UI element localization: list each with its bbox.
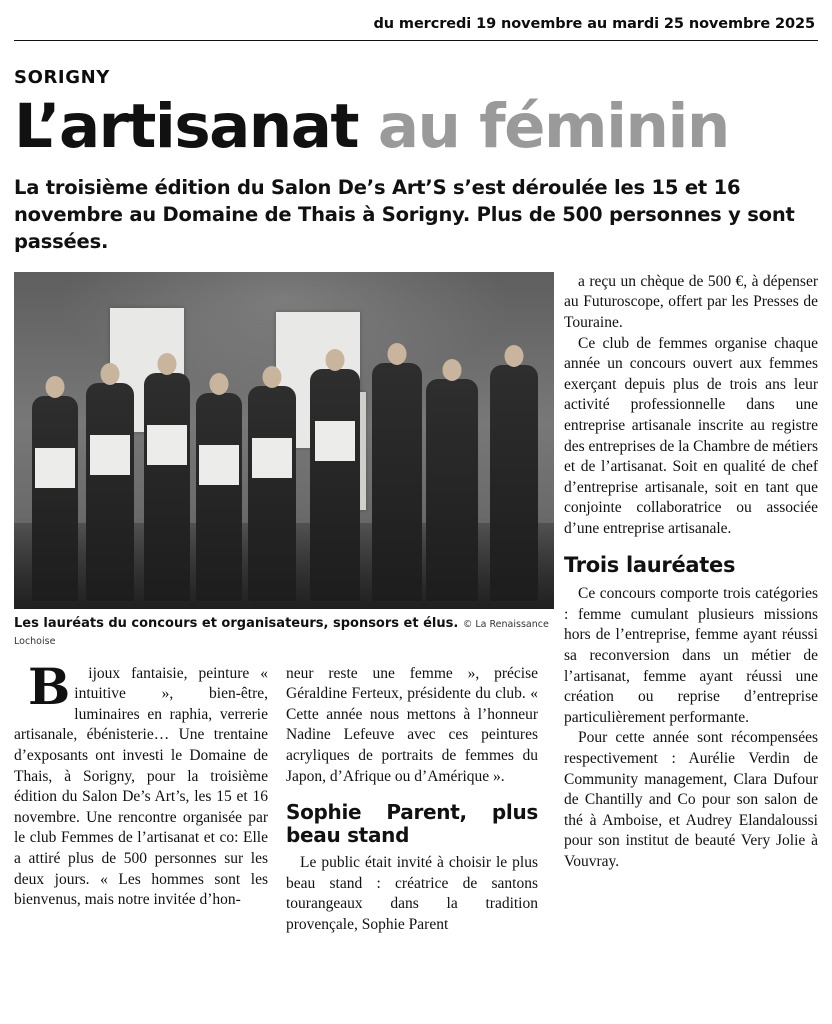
standfirst: La troisième édition du Salon De’s Art’S s’est déroulée les 15 et 16 novembre au Domaine de Thais à Sorigny. Plus de 500 personnes y sont passées. <box>14 176 795 253</box>
section-label: SORIGNY <box>14 67 110 88</box>
photo-person <box>32 396 78 601</box>
article-photo <box>14 272 554 609</box>
article-body <box>14 272 818 936</box>
photo-block <box>14 272 554 650</box>
photo-person-head <box>263 366 282 388</box>
paragraph: Le public était invité à choisir le plus beau stand : créatrice de santons tourangeaux dans la tradition provençale, Sophie Parent <box>286 853 538 933</box>
paragraph: Ce concours comporte trois catégories : femme cumulant plusieurs missions hors de l’entreprise, femme ayant réussi sa reconversion dans un métier de l’artisanat, femme ayant réussi une création ou reprise d’entreprise particulièrement performante. <box>564 585 818 726</box>
photo-person <box>310 369 360 601</box>
photo-person-head <box>101 363 120 385</box>
photo-certificate <box>315 421 355 461</box>
headline-part-2: au féminin <box>377 91 729 162</box>
page-title <box>14 91 818 162</box>
photo-person-head <box>443 359 462 381</box>
paragraph: a reçu un chèque de 500 €, à dépenser au Futuroscope, offert par les Presses de Touraine. <box>564 272 818 331</box>
photo-person-head <box>210 373 229 395</box>
photo-person <box>248 386 296 601</box>
photo-certificate <box>90 435 130 475</box>
photo-person <box>372 363 422 601</box>
photo-person <box>426 379 478 601</box>
photo-person-head <box>326 349 345 371</box>
photo-certificate <box>252 438 292 478</box>
subheading-trois-laureates: Trois lauréates <box>564 552 736 577</box>
photo-person <box>144 373 190 601</box>
photo-person-head <box>46 376 65 398</box>
photo-certificate <box>199 445 239 485</box>
paragraph: Pour cette année sont récompensées respectivement : Aurélie Verdin de Community management, Clara Dufour de Chantilly and Co pour son salon de thé à Amboise, et Audrey Elandaloussi pour son institut de beauté Very Jolie à Vouvray. <box>564 729 818 871</box>
column-left <box>14 656 268 911</box>
column-right <box>564 272 818 873</box>
photo-person-head <box>388 343 407 365</box>
column-middle <box>286 664 538 936</box>
paragraph-text: ijoux fantaisie, peinture « intuitive », bien-être, luminaires en raphia, verrerie artisanale, ébénisterie… Une trentaine d’exposants ont investi le Domaine de Thais, à Sorigny, pour la troisième édition du Salon De’s Art’s, les 15 et 16 novembre. Une rencontre organisée par le club Femmes de l’artisanat et co: Elle a attiré plus de 500 personnes sur les deux jours. « Les hommes sont les bienvenus, mais notre invitée d’hon- <box>14 664 268 909</box>
headline-part-1: L’artisanat <box>14 91 359 162</box>
paragraph: Ce club de femmes organise chaque année un concours ouvert aux femmes exerçant depuis plus de trois ans leur activité professionnelle dans une entreprise artisanale inscrite au registre des entreprises de la Chambre de métiers et de l’artisanat. Soit en qualité de chef d’entreprise artisanale, soit en tant que conjointe collaboratrice ou associée d’une entreprise artisanale. <box>564 334 818 538</box>
photo-certificate <box>35 448 75 488</box>
photo-person-head <box>158 353 177 375</box>
paragraph-with-dropcap <box>14 656 268 911</box>
photo-credit: © La Renaissance Lochoise <box>14 618 549 647</box>
photo-certificate <box>147 425 187 465</box>
subheading-sophie-parent: Sophie Parent, plus beau stand <box>286 800 538 847</box>
photo-caption <box>14 616 554 650</box>
dropcap: B <box>28 656 71 716</box>
photo-person <box>490 365 538 601</box>
paragraph: neur reste une femme », précise Géraldine Ferteux, présidente du club. « Cette année nous mettons à l’honneur Nadine Lefeuve avec ces peintures acryliques de portraits de femmes du Japon, d’Afrique ou d’Amérique ». <box>286 664 538 785</box>
masthead-rule <box>14 40 818 41</box>
photo-person-head <box>505 345 524 367</box>
photo-person <box>86 383 134 601</box>
photo-person <box>196 393 242 601</box>
photo-caption-text: Les lauréats du concours et organisateurs, sponsors et élus. <box>14 615 459 631</box>
masthead-date: du mercredi 19 novembre au mardi 25 novembre 2025 <box>373 16 815 32</box>
